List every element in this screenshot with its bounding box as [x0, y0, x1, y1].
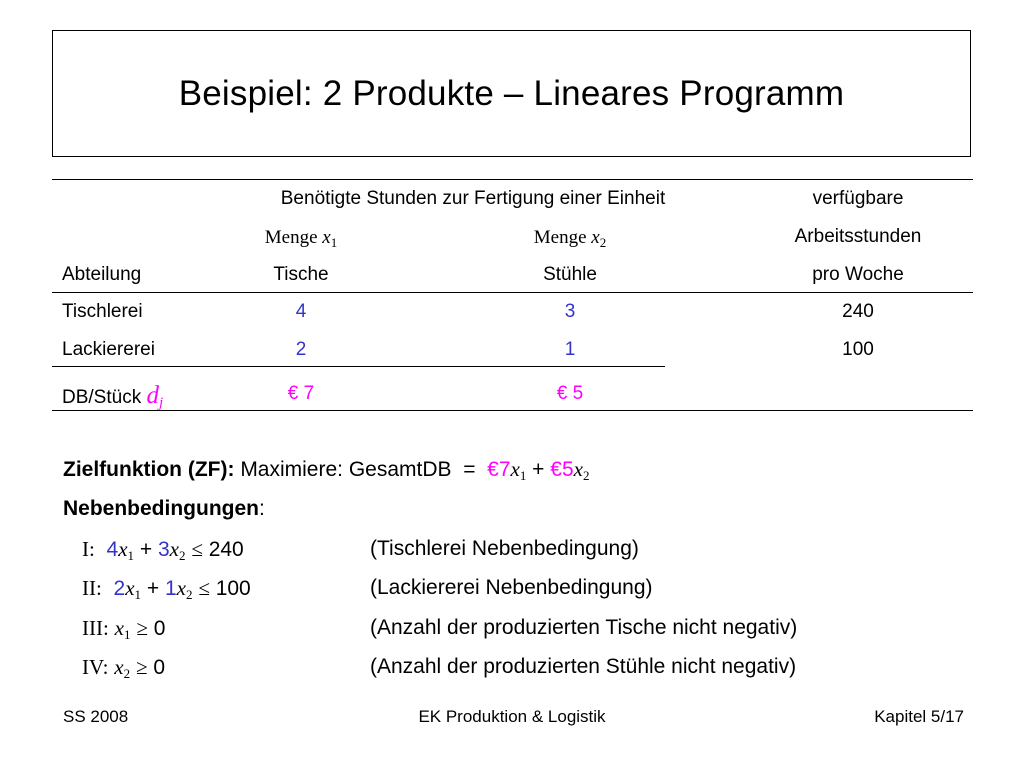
footer-course: EK Produktion & Logistik: [418, 707, 606, 726]
table-partial-rule: [52, 366, 665, 367]
constraint-line: IV: $x_2 \ge 0$: [82, 655, 166, 681]
table-row-stuehle-value: 3: [564, 301, 576, 322]
table-header-available-1: verfügbare: [812, 188, 904, 209]
page-title: Beispiel: 2 Produkte – Lineares Programm: [178, 73, 845, 113]
objective-label: Zielfunktion (ZF):: [63, 458, 235, 481]
table-row-stuehle-value: 1: [564, 339, 576, 360]
table-row-dept: Tischlerei: [62, 301, 143, 322]
table-header-available-2: Arbeitsstunden: [794, 226, 922, 247]
table-row-tische-value: 2: [295, 339, 307, 360]
db-row-label: DB/Stück $d_j$: [62, 382, 164, 411]
db-symbol: d: [146, 382, 159, 409]
table-top-rule: [52, 179, 973, 180]
constraint-note: (Tischlerei Nebenbedingung): [370, 537, 639, 560]
table-header-tische: Tische: [273, 264, 329, 285]
constraint-line: II: $2x_1 + 1x_2 \le 100$: [82, 576, 251, 602]
db-tische-value: € 7: [287, 383, 315, 404]
table-row-tische-value: 4: [295, 301, 307, 322]
table-header-rule: [52, 292, 973, 293]
table-header-span: Benötigte Stunden zur Fertigung einer Einheit: [280, 188, 666, 209]
db-stuehle-value: € 5: [556, 383, 584, 404]
constraint-line: I: $4x_1 + 3x_2 \le 240$: [82, 537, 244, 563]
table-header-available-3: pro Woche: [812, 264, 904, 285]
table-row-hours: 240: [842, 301, 874, 322]
constraint-note: (Anzahl der produzierten Tische nicht negativ): [370, 616, 798, 639]
table-row-dept: Lackiererei: [62, 339, 155, 360]
objective-coef-1: €7: [487, 458, 511, 481]
table-bottom-rule: [52, 410, 973, 411]
table-header-abteilung: Abteilung: [62, 264, 142, 285]
db-symbol-sub: j: [158, 395, 164, 411]
table-row-hours: 100: [842, 339, 874, 360]
constraint-note: (Lackiererei Nebenbedingung): [370, 576, 653, 599]
table-header-stuehle: Stühle: [543, 264, 597, 285]
menge-x1-label: Menge $x_1$: [264, 227, 338, 250]
footer-semester: SS 2008: [63, 707, 129, 726]
constraint-note: (Anzahl der produzierten Stühle nicht negativ): [370, 655, 797, 678]
footer-chapter: Kapitel 5/17: [874, 707, 964, 726]
objective-function: Zielfunktion (ZF): Maximiere: GesamtDB = $€7x_1$ + $€5x_2$: [63, 457, 590, 483]
constraints-heading: Nebenbedingungen:: [63, 497, 265, 520]
objective-text: Maximiere: GesamtDB: [240, 458, 452, 481]
title-box: [52, 30, 971, 157]
constraint-line: III: $x_1 \ge 0$: [82, 616, 166, 642]
menge-x2-label: Menge $x_2$: [533, 227, 607, 250]
objective-coef-2: €5: [550, 458, 574, 481]
